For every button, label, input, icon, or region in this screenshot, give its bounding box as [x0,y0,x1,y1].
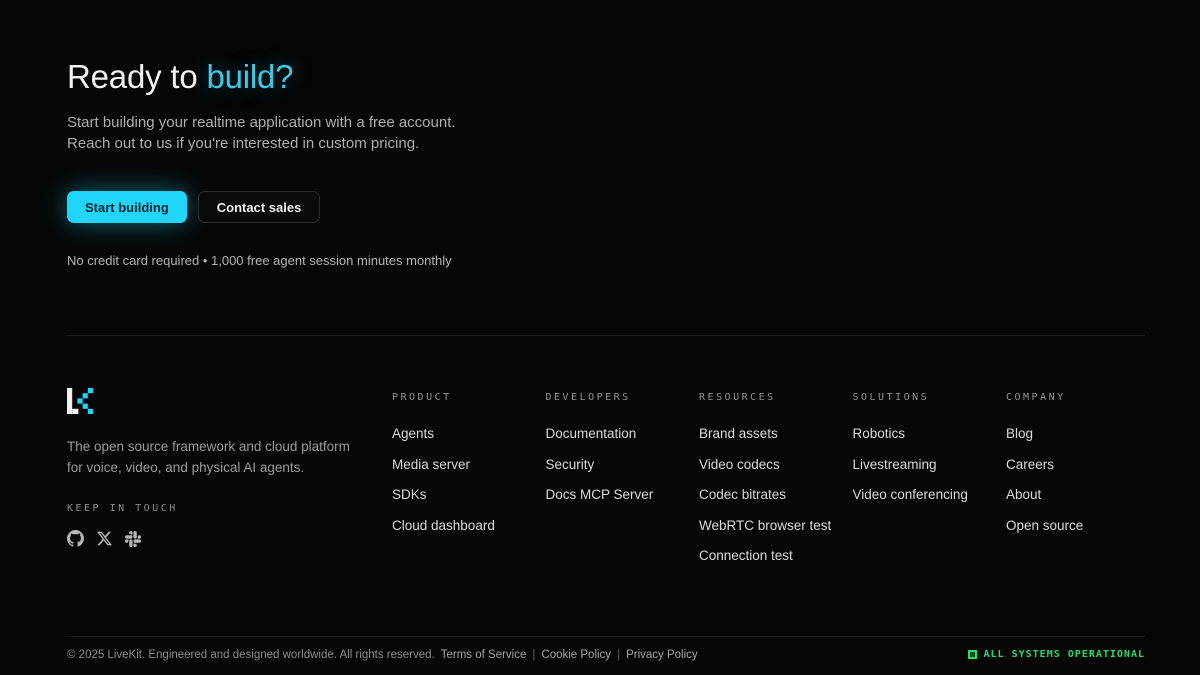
cta-note: No credit card required • 1,000 free agent session minutes monthly [67,253,452,268]
footer-tagline [67,436,392,478]
social-links [67,530,392,547]
footer-link-sdks[interactable]: SDKs [392,487,427,502]
footer-grid [67,388,1145,579]
subtitle-line-2: Reach out to us if you're interested in custom pricing. [67,135,420,152]
footer-link-security[interactable]: Security [545,456,595,472]
footer-column-solutions [853,388,1007,579]
status-square-icon [968,650,977,659]
cookie-policy-link[interactable]: Cookie Policy [541,648,612,661]
column-header: PRODUCT [392,392,452,403]
status-label: ALL SYSTEMS OPERATIONAL [983,649,1145,660]
legal-separator: | [617,648,621,661]
terms-of-service-link[interactable]: Terms of Service [440,648,527,661]
footer-link-livestreaming[interactable]: Livestreaming [852,456,937,472]
footer-link-docs-mcp-server[interactable]: Docs MCP Server [545,487,654,502]
footer-column-company [1006,388,1145,579]
legal-separator: | [532,648,536,661]
footer-link-open-source[interactable]: Open source [1006,517,1084,533]
section-divider [67,335,1145,336]
footer-link-video-conferencing[interactable]: Video conferencing [852,487,968,502]
footer-link-careers[interactable]: Careers [1006,456,1055,472]
x-twitter-icon[interactable] [97,531,112,546]
footer-link-agents[interactable]: Agents [392,426,435,441]
footer-link-brand-assets[interactable]: Brand assets [699,426,778,441]
page-container [67,0,1145,661]
subtitle-line-1: Start building your realtime application with a free account. [67,114,456,131]
footer-link-documentation[interactable]: Documentation [545,426,637,441]
column-header: SOLUTIONS [852,392,930,403]
footer-column-product [392,388,546,579]
cta-subtitle [67,112,1145,154]
footer-link-cloud-dashboard[interactable]: Cloud dashboard [392,517,495,533]
footer-link-robotics[interactable]: Robotics [852,426,906,441]
title-accent: build? [206,58,294,95]
footer-bottom-bar [67,636,1145,661]
legal-row [67,649,698,661]
cta-section [67,0,1145,268]
footer-link-about[interactable]: About [1006,487,1042,502]
livekit-logo-icon[interactable] [67,388,392,414]
footer-link-connection-test[interactable]: Connection test [699,548,793,563]
footer-brand-block [67,388,392,579]
footer-column-developers [546,388,700,579]
footer-link-codec-bitrates[interactable]: Codec bitrates [699,487,787,502]
tagline-line-2: for voice, video, and physical AI agents. [67,460,305,475]
column-header: DEVELOPERS [545,392,631,403]
footer-link-webrtc-browser-test[interactable]: WebRTC browser test [699,517,832,533]
tagline-line-1: The open source framework and cloud platform [67,439,350,454]
github-icon[interactable] [67,530,84,547]
start-building-button[interactable]: Start building [67,191,187,223]
copyright-text: © 2025 LiveKit. Engineered and designed worldwide. All rights reserved. [67,648,435,661]
footer-column-resources [699,388,853,579]
title-prefix: Ready to [67,58,207,95]
contact-sales-button[interactable]: Contact sales [198,191,321,223]
privacy-policy-link[interactable]: Privacy Policy [626,648,698,661]
column-header: COMPANY [1006,392,1066,403]
slack-icon[interactable] [125,531,141,547]
footer-link-blog[interactable]: Blog [1006,426,1034,441]
keep-in-touch-label: KEEP IN TOUCH [67,503,178,514]
cta-buttons [67,191,1145,223]
footer-link-video-codecs[interactable]: Video codecs [699,456,780,472]
column-header: RESOURCES [699,392,776,403]
footer-link-media-server[interactable]: Media server [392,456,471,472]
footer [67,388,1145,661]
page-title [67,58,1145,96]
system-status-badge[interactable] [968,649,1145,660]
